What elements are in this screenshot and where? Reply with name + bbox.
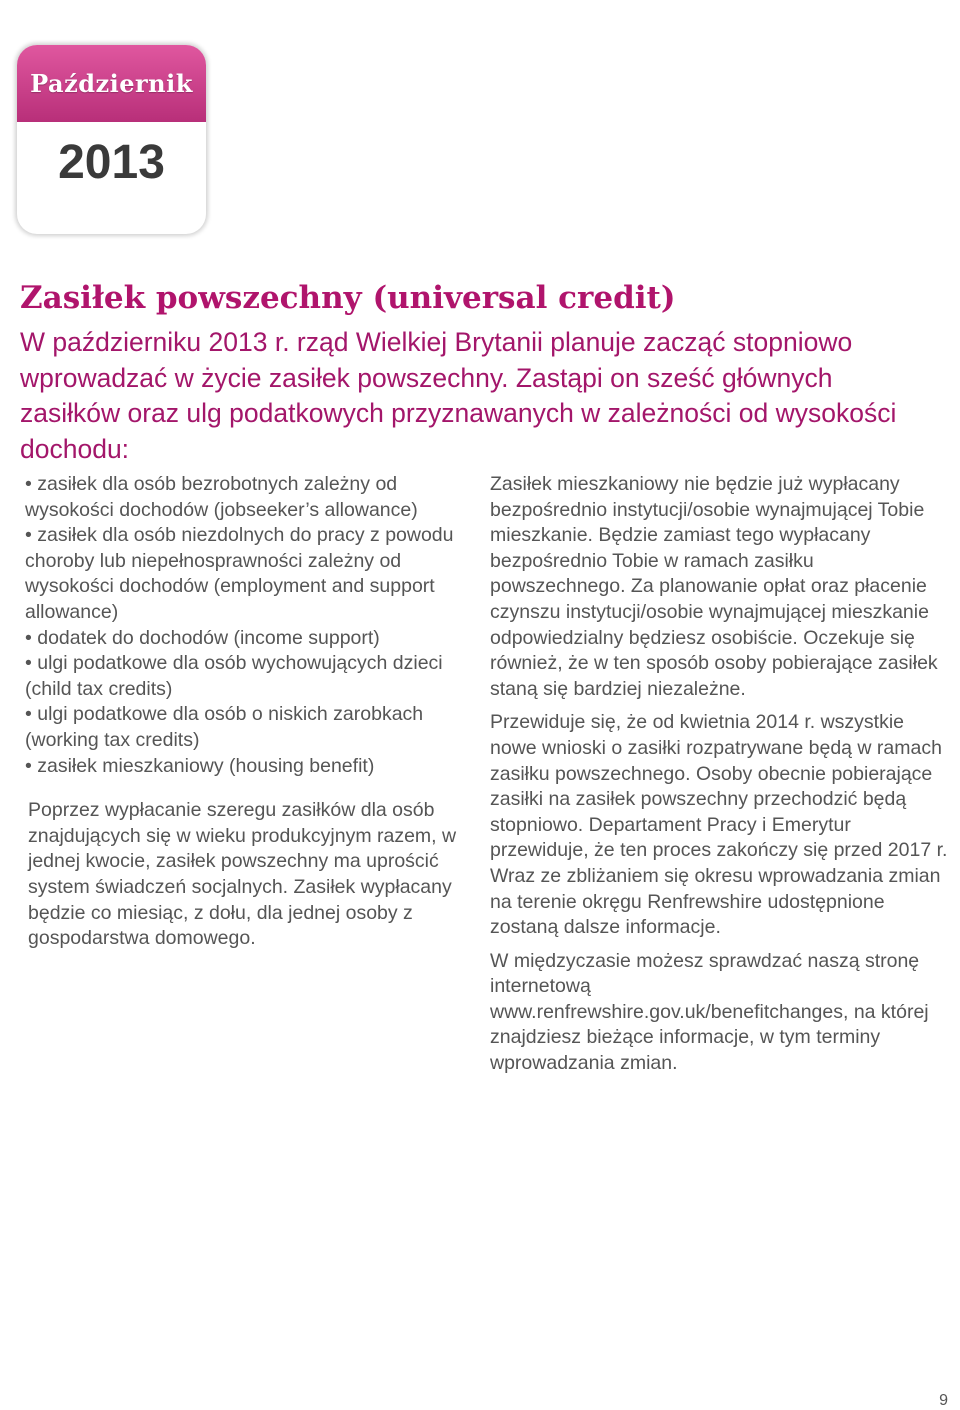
page-number: 9: [939, 1392, 948, 1409]
calendar-badge: [17, 45, 206, 234]
list-item: • zasiłek dla osób niezdolnych do pracy z powodu choroby lub niepełnosprawności zależny od wysokości dochodów (employment and support allowance): [25, 524, 454, 623]
list-item: • zasiłek mieszkaniowy (housing benefit): [25, 754, 375, 777]
intro-paragraph: W październiku 2013 r. rząd Wielkiej Brytanii planuje zacząć stopniowo wprowadzać w życie zasiłek powszechny. Zastąpi on sześć głównych zasiłków oraz ulg podatkowych przyznawanych w zależności od wysokości dochodu:: [20, 327, 897, 464]
summary-paragraph: Poprzez wypłacanie szeregu zasiłków dla osób znajdujących się w wieku produkcyjnym razem, w jednej kwocie, zasiłek powszechny ma uprościć system świadczeń socjalnych. Zasiłek wypłacany będzie co miesiąc, z dołu, dla jednej osoby z gospodarstwa domowego.: [28, 799, 457, 950]
housing-benefit-paragraph: Zasiłek mieszkaniowy nie będzie już wypłacany bezpośrednio instytucji/osobie wynajmującej Tobie mieszkanie. Będzie zamiast tego wypłacany bezpośrednio Tobie w ramach zasiłku powszechnego. Za planowanie opłat oraz płacenie czynszu instytucji/osobie wynajmującej mieszkanie odpowiedzialny będziesz osobiście. Oczekuje się również, że w ten sposób osoby pobierające zasiłek staną się bardziej niezależne.: [490, 473, 938, 700]
section-title: Zasiłek powszechny (universal credit): [20, 280, 676, 316]
list-item: • dodatek do dochodów (income support): [25, 626, 380, 649]
list-item: • ulgi podatkowe dla osób o niskich zarobkach (working tax credits): [25, 703, 424, 751]
left-column: [25, 472, 480, 952]
calendar-month: Październik: [30, 69, 193, 98]
list-item: • ulgi podatkowe dla osób wychowujących dzieci (child tax credits): [25, 652, 443, 700]
right-column: [490, 472, 950, 1085]
benefits-list: [25, 472, 480, 779]
list-item: • zasiłek dla osób bezrobotnych zależny od wysokości dochodów (jobseeker’s allowance): [25, 473, 418, 521]
timeline-paragraph: Przewiduje się, że od kwietnia 2014 r. wszystkie nowe wnioski o zasiłki rozpatrywane będą w ramach zasiłku powszechnego. Osoby obecnie pobierające zasiłki na zasiłek powszechny przechodzić będą stopniowo. Departament Pracy i Emerytur przewiduje, że ten proces zakończy się przed 2017 r. Wraz ze zbliżaniem się okresu wprowadzania zmian na terenie okręgu Renfrewshire udostępnione zostaną dalsze informacje.: [490, 711, 948, 939]
calendar-month-header: [17, 45, 206, 122]
calendar-year: 2013: [58, 136, 165, 189]
website-paragraph: W międzyczasie możesz sprawdzać naszą stronę internetową www.renfrewshire.gov.uk/benefitchanges, na której znajdziesz bieżące informacje, w tym terminy wprowadzania zmian.: [490, 949, 929, 1075]
